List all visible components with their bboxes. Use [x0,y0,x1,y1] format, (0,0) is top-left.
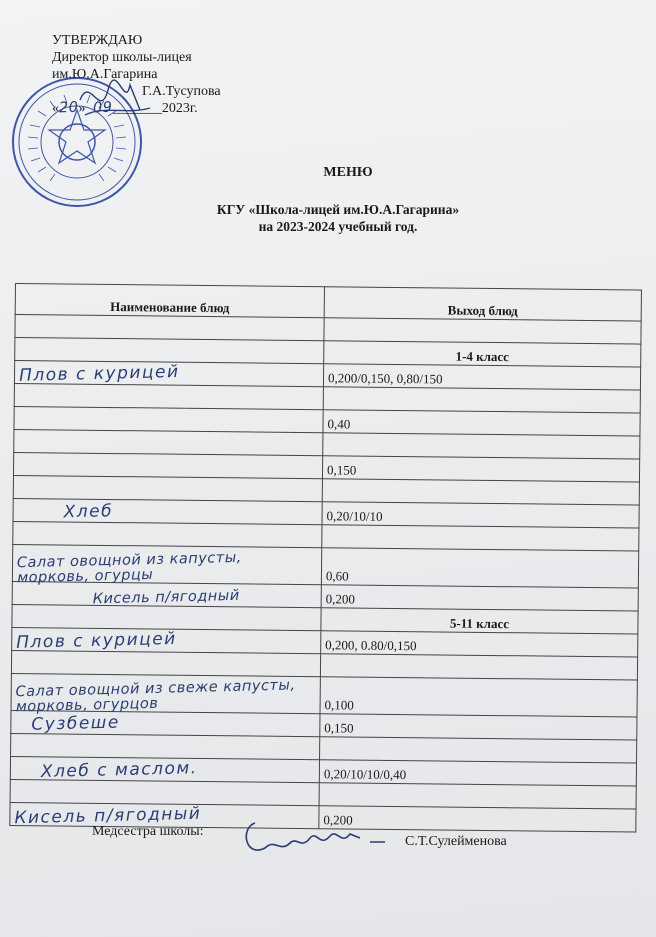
dish-output: 0,200 [321,585,638,611]
col-dish-header: Наименование блюд [15,284,324,318]
dish-output: 0,100 [320,677,637,717]
dish-output: 0,200, 0.80/0,150 [321,631,638,657]
table-row [12,544,638,588]
dish-name: Хлеб [63,501,114,523]
dish-name: Кисель п/ягодный [14,803,202,829]
section-label: 1-4 класс [324,341,641,367]
col-output-header: Выход блюд [324,287,641,321]
menu-title: МЕНЮ [323,165,373,180]
dish-output: 0,60 [321,548,638,588]
dish-output: 0,20/10/10 [322,502,639,528]
dish-name: Плов с курицей [18,361,180,386]
dish-output: 0,200/0,150, 0,80/150 [323,364,640,390]
approval-block [52,32,221,117]
approval-school: им.Ю.А.Гагарина [52,67,158,82]
dish-name: Сузбеше [31,712,121,735]
nurse-name: С.Т.Сулейменова [405,834,507,849]
dish-name: Салат овощной из свеже капусты, морковь, огурцов [15,677,296,716]
approval-director: Директор школы-лицея [52,50,192,65]
dish-name: Кисель п/ягодный [92,587,240,608]
dish-name: Плов с курицей [16,628,177,653]
nurse-label: Медсестра школы: [92,824,204,839]
dish-output: 0,20/10/10/0,40 [319,760,636,786]
date-day: 20 [58,99,79,117]
menu-table [9,283,642,833]
date-year: 2023г. [161,101,198,116]
dish-output: 0,150 [322,456,639,482]
dish-output: 0,40 [323,410,640,436]
approval-name: Г.А.Тусупова [142,84,221,99]
section-label: 5-11 класс [321,608,638,634]
dish-name: Салат овощной из капусты, морковь, огурцы [16,549,242,587]
dish-name: Хлеб с маслом. [40,758,198,783]
approval-heading: УТВЕРЖДАЮ [52,33,143,48]
organization-name: КГУ «Школа-лицей им.Ю.А.Гагарина» [216,202,460,217]
nurse-signature [235,808,395,868]
approval-date: «20» 09_______2023г. [52,99,198,117]
table-row [11,673,637,717]
dish-output: 0,200 [319,806,636,832]
date-month: 09 [93,99,114,117]
dish-output: 0,150 [320,714,637,740]
academic-year: на 2023-2024 учебный год. [258,219,418,234]
